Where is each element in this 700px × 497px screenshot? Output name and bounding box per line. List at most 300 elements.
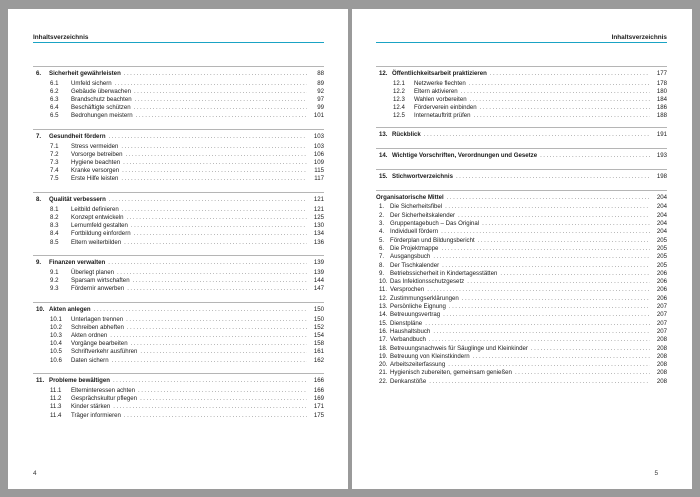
entry-number: 12.1 [393, 80, 405, 87]
subchapter-entry[interactable] [33, 167, 324, 175]
dot-leader [131, 340, 307, 347]
entry-number: 6.1 [50, 80, 59, 87]
entry-page: 150 [313, 306, 324, 314]
entry-page: 204 [656, 194, 667, 202]
entry-page: 207 [656, 319, 667, 327]
dot-leader [433, 253, 650, 260]
dot-leader [133, 277, 307, 284]
entry-number: 6. [36, 70, 42, 77]
entry-title: Betreuungsvertrag [390, 311, 441, 319]
entry-page: 177 [656, 70, 667, 77]
entry-title: Fördernir anwerben [71, 285, 125, 293]
subchapter-entry[interactable] [376, 96, 667, 104]
toc-section [33, 302, 324, 365]
entry-number: 9. [36, 259, 42, 267]
dot-leader [540, 152, 650, 159]
entry-page: 152 [313, 324, 324, 332]
entry-page: 208 [656, 361, 667, 369]
entry-number: 3. [379, 220, 385, 228]
dot-leader [117, 269, 307, 276]
org-item-entry[interactable] [376, 295, 667, 303]
entry-number: 20. [379, 361, 388, 369]
entry-page: 103 [313, 143, 324, 151]
org-item-entry[interactable] [376, 378, 667, 386]
entry-title: Schreiben abheften [71, 324, 124, 332]
entry-title: Denkanstöße [390, 377, 427, 385]
entry-number: 11.2 [50, 395, 62, 403]
subchapter-entry[interactable] [33, 357, 324, 365]
entry-title: Zustimmungserklärungen [390, 294, 459, 302]
subchapter-entry[interactable] [376, 104, 667, 112]
entry-title: Persönliche Eignung [390, 303, 446, 311]
dot-leader [531, 345, 650, 352]
entry-page: 206 [656, 278, 667, 286]
left-page [8, 9, 348, 489]
entry-number: 7.1 [50, 143, 59, 151]
page-number: 5 [654, 470, 658, 477]
entry-page: 106 [313, 151, 324, 159]
dot-leader [433, 328, 650, 335]
toc-section [376, 127, 667, 141]
entry-title: Gesundheit fördern [49, 133, 106, 141]
entry-number: 19. [379, 352, 388, 360]
entry-title: Daten sichern [71, 356, 109, 364]
toc-section [376, 148, 667, 162]
subchapter-entry[interactable] [33, 387, 324, 395]
entry-page: 207 [656, 327, 667, 335]
entry-title: Versprochen [390, 286, 425, 294]
entry-number: 2. [379, 211, 385, 219]
entry-number: 8. [379, 261, 385, 269]
entry-title: Sicherheit gewährleisten [49, 70, 121, 77]
entry-page: 158 [313, 340, 324, 348]
dot-leader [467, 278, 650, 285]
org-item-entry[interactable] [376, 353, 667, 361]
dot-leader [515, 369, 650, 376]
dot-leader [124, 239, 307, 246]
org-item-entry[interactable] [376, 336, 667, 344]
section-gap [376, 120, 667, 127]
entry-title: Die Sicherheitsfibel [390, 203, 443, 211]
entry-title: Hygienisch zubereiten, gemeinsam genießen [390, 369, 512, 377]
dot-leader [449, 303, 650, 310]
entry-page: 103 [313, 133, 324, 141]
dot-leader [110, 332, 307, 339]
entry-page: 88 [317, 70, 324, 77]
entry-number: 7. [36, 133, 42, 141]
entry-number: 12.5 [393, 112, 405, 120]
dot-leader [135, 96, 307, 103]
header-rule [376, 42, 667, 43]
subchapter-entry[interactable] [33, 324, 324, 332]
entry-title: Elterninteressen achten [71, 387, 136, 395]
entry-number: 11.4 [50, 411, 62, 419]
entry-number: 7.4 [50, 167, 59, 175]
entry-title: Vorgänge bearbeiten [71, 340, 128, 348]
entry-title: Organisatorische Mittel [376, 194, 444, 202]
entry-number: 7.2 [50, 151, 59, 159]
entry-number: 21. [379, 369, 388, 377]
entry-title: Akten ordnen [71, 332, 108, 340]
entry-page: 117 [314, 175, 324, 183]
dot-leader [109, 133, 307, 140]
subchapter-entry[interactable] [376, 88, 667, 96]
entry-title: Lernumfeld gestalten [71, 222, 128, 230]
subchapter-entry[interactable] [33, 222, 324, 230]
chapter-entry[interactable] [33, 377, 324, 387]
entry-number: 12.3 [393, 96, 405, 104]
entry-number: 9.3 [50, 285, 59, 293]
running-head: Inhaltsverzeichnis [611, 34, 667, 41]
entry-page: 207 [656, 311, 667, 319]
entry-page: 180 [656, 88, 667, 96]
subchapter-entry[interactable] [33, 214, 324, 222]
entry-title: Verbandbuch [390, 336, 426, 344]
org-item-entry[interactable] [376, 328, 667, 336]
page-number: 4 [33, 470, 37, 477]
entry-number: 14. [379, 152, 388, 160]
dot-leader [134, 230, 307, 237]
entry-title: Die Projektmappe [390, 244, 439, 252]
entry-title: Öffentlichkeitsarbeit praktizieren [392, 70, 487, 77]
entry-number: 6. [379, 244, 385, 252]
entry-title: Rückblick [392, 131, 421, 139]
entry-number: 8.2 [50, 214, 59, 222]
entry-title: Gebäude überwachen [71, 88, 131, 96]
subchapter-entry[interactable] [33, 412, 324, 420]
entry-page: 191 [656, 131, 667, 139]
org-item-entry[interactable] [376, 270, 667, 278]
dot-leader [127, 324, 307, 331]
entry-title: Gruppentagebuch – Das Original [390, 220, 480, 228]
entry-number: 7.5 [50, 175, 59, 183]
subchapter-entry[interactable] [33, 175, 324, 183]
chapter-entry[interactable] [33, 70, 324, 80]
entry-title: Wahlen vorbereiten [414, 96, 467, 104]
entry-page: 109 [313, 159, 324, 167]
entry-page: 205 [656, 261, 667, 269]
dot-leader [126, 151, 308, 158]
entry-title: Finanzen verwalten [49, 259, 106, 267]
entry-title: Gesprächskultur pflegen [71, 395, 138, 403]
chapter-entry[interactable] [376, 173, 667, 183]
dot-leader [462, 295, 650, 302]
entry-page: 198 [656, 173, 667, 181]
entry-page: 208 [656, 377, 667, 385]
dot-leader [443, 311, 650, 318]
entry-page: 208 [656, 352, 667, 360]
entry-number: 12.2 [393, 88, 405, 96]
entry-number: 15. [379, 319, 388, 327]
entry-number: 7.3 [50, 159, 59, 167]
entry-page: 193 [656, 152, 667, 160]
subchapter-entry[interactable] [33, 80, 324, 88]
entry-page: 188 [656, 112, 667, 120]
subchapter-entry[interactable] [33, 277, 324, 285]
dot-leader [121, 175, 307, 182]
dot-leader [124, 70, 307, 77]
toc-section [33, 373, 324, 419]
subchapter-entry[interactable] [33, 239, 324, 247]
dot-leader [441, 228, 650, 235]
entry-number: 11.3 [50, 403, 62, 411]
org-item-entry[interactable] [376, 237, 667, 245]
dot-leader [480, 104, 650, 111]
subchapter-entry[interactable] [33, 159, 324, 167]
dot-leader [470, 96, 650, 103]
header-rule [33, 42, 324, 43]
entry-title: Stichwortverzeichnis [392, 173, 453, 181]
subchapter-entry[interactable] [33, 316, 324, 324]
entry-page: 115 [314, 167, 324, 175]
entry-number: 15. [379, 173, 388, 181]
chapter-entry[interactable] [33, 196, 324, 206]
entry-number: 6.4 [50, 104, 59, 112]
entry-title: Akten anlegen [49, 306, 91, 314]
entry-number: 22. [379, 377, 388, 385]
chapter-entry[interactable] [376, 131, 667, 141]
subchapter-entry[interactable] [376, 112, 667, 120]
entry-title: Betreuung von Kleinstkindern [390, 352, 470, 360]
org-item-entry[interactable] [376, 212, 667, 220]
org-item-entry[interactable] [376, 361, 667, 369]
dot-leader [448, 361, 650, 368]
subchapter-entry[interactable] [33, 332, 324, 340]
entry-page: 130 [313, 222, 324, 230]
subchapter-entry[interactable] [33, 143, 324, 151]
org-item-entry[interactable] [376, 311, 667, 319]
entry-title: Ausgangsbuch [390, 253, 431, 261]
org-item-entry[interactable] [376, 286, 667, 294]
org-item-entry[interactable] [376, 245, 667, 253]
entry-number: 12.4 [393, 104, 405, 112]
org-item-entry[interactable] [376, 278, 667, 286]
entry-title: Haushaltsbuch [390, 327, 431, 335]
entry-title: Sparsam wirtschaften [71, 277, 130, 285]
subchapter-entry[interactable] [376, 80, 667, 88]
org-item-entry[interactable] [376, 253, 667, 261]
entry-page: 166 [313, 377, 324, 385]
entry-number: 17. [379, 336, 388, 344]
org-item-entry[interactable] [376, 320, 667, 328]
entry-page: 134 [313, 230, 324, 238]
entry-page: 204 [656, 228, 667, 236]
subchapter-entry[interactable] [33, 403, 324, 411]
entry-page: 175 [313, 411, 324, 419]
org-item-entry[interactable] [376, 303, 667, 311]
entry-title: Eltern weiterbilden [71, 238, 122, 246]
entry-page: 139 [313, 269, 324, 277]
dot-leader [127, 214, 307, 221]
entry-number: 8.4 [50, 230, 59, 238]
dot-leader [140, 348, 307, 355]
section-gap [33, 293, 324, 302]
entry-title: Der Tischkalender [390, 261, 440, 269]
subchapter-entry[interactable] [33, 269, 324, 277]
entry-page: 97 [317, 96, 324, 104]
entry-page: 144 [313, 277, 324, 285]
entry-number: 10. [379, 278, 388, 286]
subchapter-entry[interactable] [33, 112, 324, 120]
dot-leader [108, 259, 307, 266]
entry-title: Bedrohungen meistern [71, 112, 133, 120]
subchapter-entry[interactable] [33, 395, 324, 403]
dot-leader [123, 159, 307, 166]
entry-page: 204 [656, 203, 667, 211]
entry-number: 10.4 [50, 340, 62, 348]
subchapter-entry[interactable] [33, 206, 324, 214]
entry-title: Förderplan und Bildungsbericht [390, 236, 475, 244]
org-item-entry[interactable] [376, 203, 667, 211]
subchapter-entry[interactable] [33, 151, 324, 159]
entry-number: 11.1 [50, 387, 62, 395]
entry-title: Wichtige Vorschriften, Verordnungen und Gesetze [392, 152, 538, 160]
entry-title: Leitbild definieren [71, 206, 119, 214]
dot-leader [429, 336, 650, 343]
entry-number: 11. [379, 286, 388, 294]
toc-section [376, 169, 667, 183]
entry-number: 12. [379, 294, 388, 302]
entry-number: 14. [379, 311, 388, 319]
entry-title: Unterlagen trennen [71, 316, 124, 324]
entry-title: Stress vermeiden [71, 143, 119, 151]
entry-title: Schriftverkehr ausführen [71, 348, 138, 356]
entry-title: Brandschutz beachten [71, 96, 132, 104]
entry-number: 1. [379, 203, 385, 211]
entry-number: 8. [36, 196, 42, 204]
entry-page: 204 [656, 211, 667, 219]
org-item-entry[interactable] [376, 262, 667, 270]
subchapter-entry[interactable] [33, 285, 324, 293]
toc-section [33, 66, 324, 120]
dot-leader [425, 320, 650, 327]
entry-number: 7. [379, 253, 385, 261]
dot-leader [138, 387, 307, 394]
dot-leader [478, 237, 650, 244]
entry-number: 10.2 [50, 324, 62, 332]
entry-page: 186 [656, 104, 667, 112]
entry-page: 161 [313, 348, 324, 356]
subchapter-entry[interactable] [33, 104, 324, 112]
entry-title: Überlegt planen [71, 269, 115, 277]
entry-title: Individuell fördern [390, 228, 439, 236]
toc-left [33, 66, 324, 420]
entry-page: 150 [313, 316, 324, 324]
entry-page: 205 [656, 253, 667, 261]
entry-page: 206 [656, 286, 667, 294]
dot-leader [469, 80, 650, 87]
dot-leader [112, 357, 307, 364]
organisatorische-mittel-heading[interactable] [376, 194, 667, 203]
entry-number: 9.1 [50, 269, 59, 277]
section-gap [33, 365, 324, 374]
entry-number: 10. [36, 306, 45, 314]
entry-page: 154 [313, 332, 324, 340]
entry-page: 89 [317, 80, 324, 87]
entry-title: Dienstpläne [390, 319, 423, 327]
entry-title: Probleme bewältigen [49, 377, 110, 385]
entry-title: Kranke versorgen [71, 167, 120, 175]
subchapter-entry[interactable] [33, 340, 324, 348]
entry-page: 121 [313, 206, 324, 214]
org-item-entry[interactable] [376, 228, 667, 236]
dot-leader [109, 196, 307, 203]
entry-title: Kinder stärken [71, 403, 111, 411]
dot-leader [424, 131, 650, 138]
dot-leader [474, 112, 650, 119]
entry-title: Betriebssicherheit in Kindertagesstätten [390, 269, 498, 277]
entry-title: Hygiene beachten [71, 159, 121, 167]
entry-page: 99 [317, 104, 324, 112]
subchapter-entry[interactable] [33, 230, 324, 238]
dot-leader [94, 306, 307, 313]
org-item-entry[interactable] [376, 345, 667, 353]
entry-page: 147 [313, 285, 324, 293]
entry-title: Umfeld sichern [71, 80, 112, 87]
subchapter-entry[interactable] [33, 348, 324, 356]
entry-page: 92 [317, 88, 324, 96]
entry-page: 166 [313, 387, 324, 395]
entry-page: 207 [656, 303, 667, 311]
entry-page: 205 [656, 244, 667, 252]
entry-number: 13. [379, 303, 388, 311]
entry-number: 8.3 [50, 222, 59, 230]
section-gap [33, 247, 324, 256]
entry-number: 12. [379, 70, 388, 77]
entry-number: 6.2 [50, 88, 59, 96]
chapter-entry[interactable] [33, 133, 324, 143]
entry-number: 18. [379, 344, 388, 352]
dot-leader [458, 212, 650, 219]
entry-number: 10.3 [50, 332, 62, 340]
dot-leader [140, 395, 307, 402]
entry-number: 8.1 [50, 206, 59, 214]
entry-title: Vorsorge betreiben [71, 151, 123, 159]
entry-title: Konzept entwickeln [71, 214, 124, 222]
dot-leader [122, 206, 307, 213]
toc-section [33, 129, 324, 183]
org-item-entry[interactable] [376, 220, 667, 228]
dot-leader [124, 412, 307, 419]
entry-number: 6.3 [50, 96, 59, 104]
subchapter-entry[interactable] [33, 96, 324, 104]
entry-page: 136 [313, 238, 324, 246]
entry-page: 121 [313, 196, 324, 204]
dot-leader [113, 377, 307, 384]
entry-title: Arbeitszeiterfassung [390, 361, 446, 369]
subchapter-entry[interactable] [33, 88, 324, 96]
chapter-entry[interactable] [376, 152, 667, 162]
org-item-entry[interactable] [376, 369, 667, 377]
right-page [352, 9, 692, 489]
organisatorische-mittel-section [376, 190, 667, 386]
entry-page: 101 [313, 112, 324, 120]
section-gap [33, 120, 324, 129]
dot-leader [482, 220, 650, 227]
entry-title: Das Infektionsschutzgesetz [390, 278, 465, 286]
section-gap [33, 184, 324, 193]
dot-leader [113, 403, 307, 410]
entry-page: 184 [656, 96, 667, 104]
running-head: Inhaltsverzeichnis [33, 34, 89, 41]
chapter-entry[interactable] [376, 70, 667, 80]
chapter-entry[interactable] [33, 306, 324, 316]
chapter-entry[interactable] [33, 259, 324, 269]
dot-leader [473, 353, 650, 360]
dot-leader [500, 270, 650, 277]
entry-title: Qualität verbessern [49, 196, 106, 204]
entry-number: 11. [36, 377, 45, 385]
